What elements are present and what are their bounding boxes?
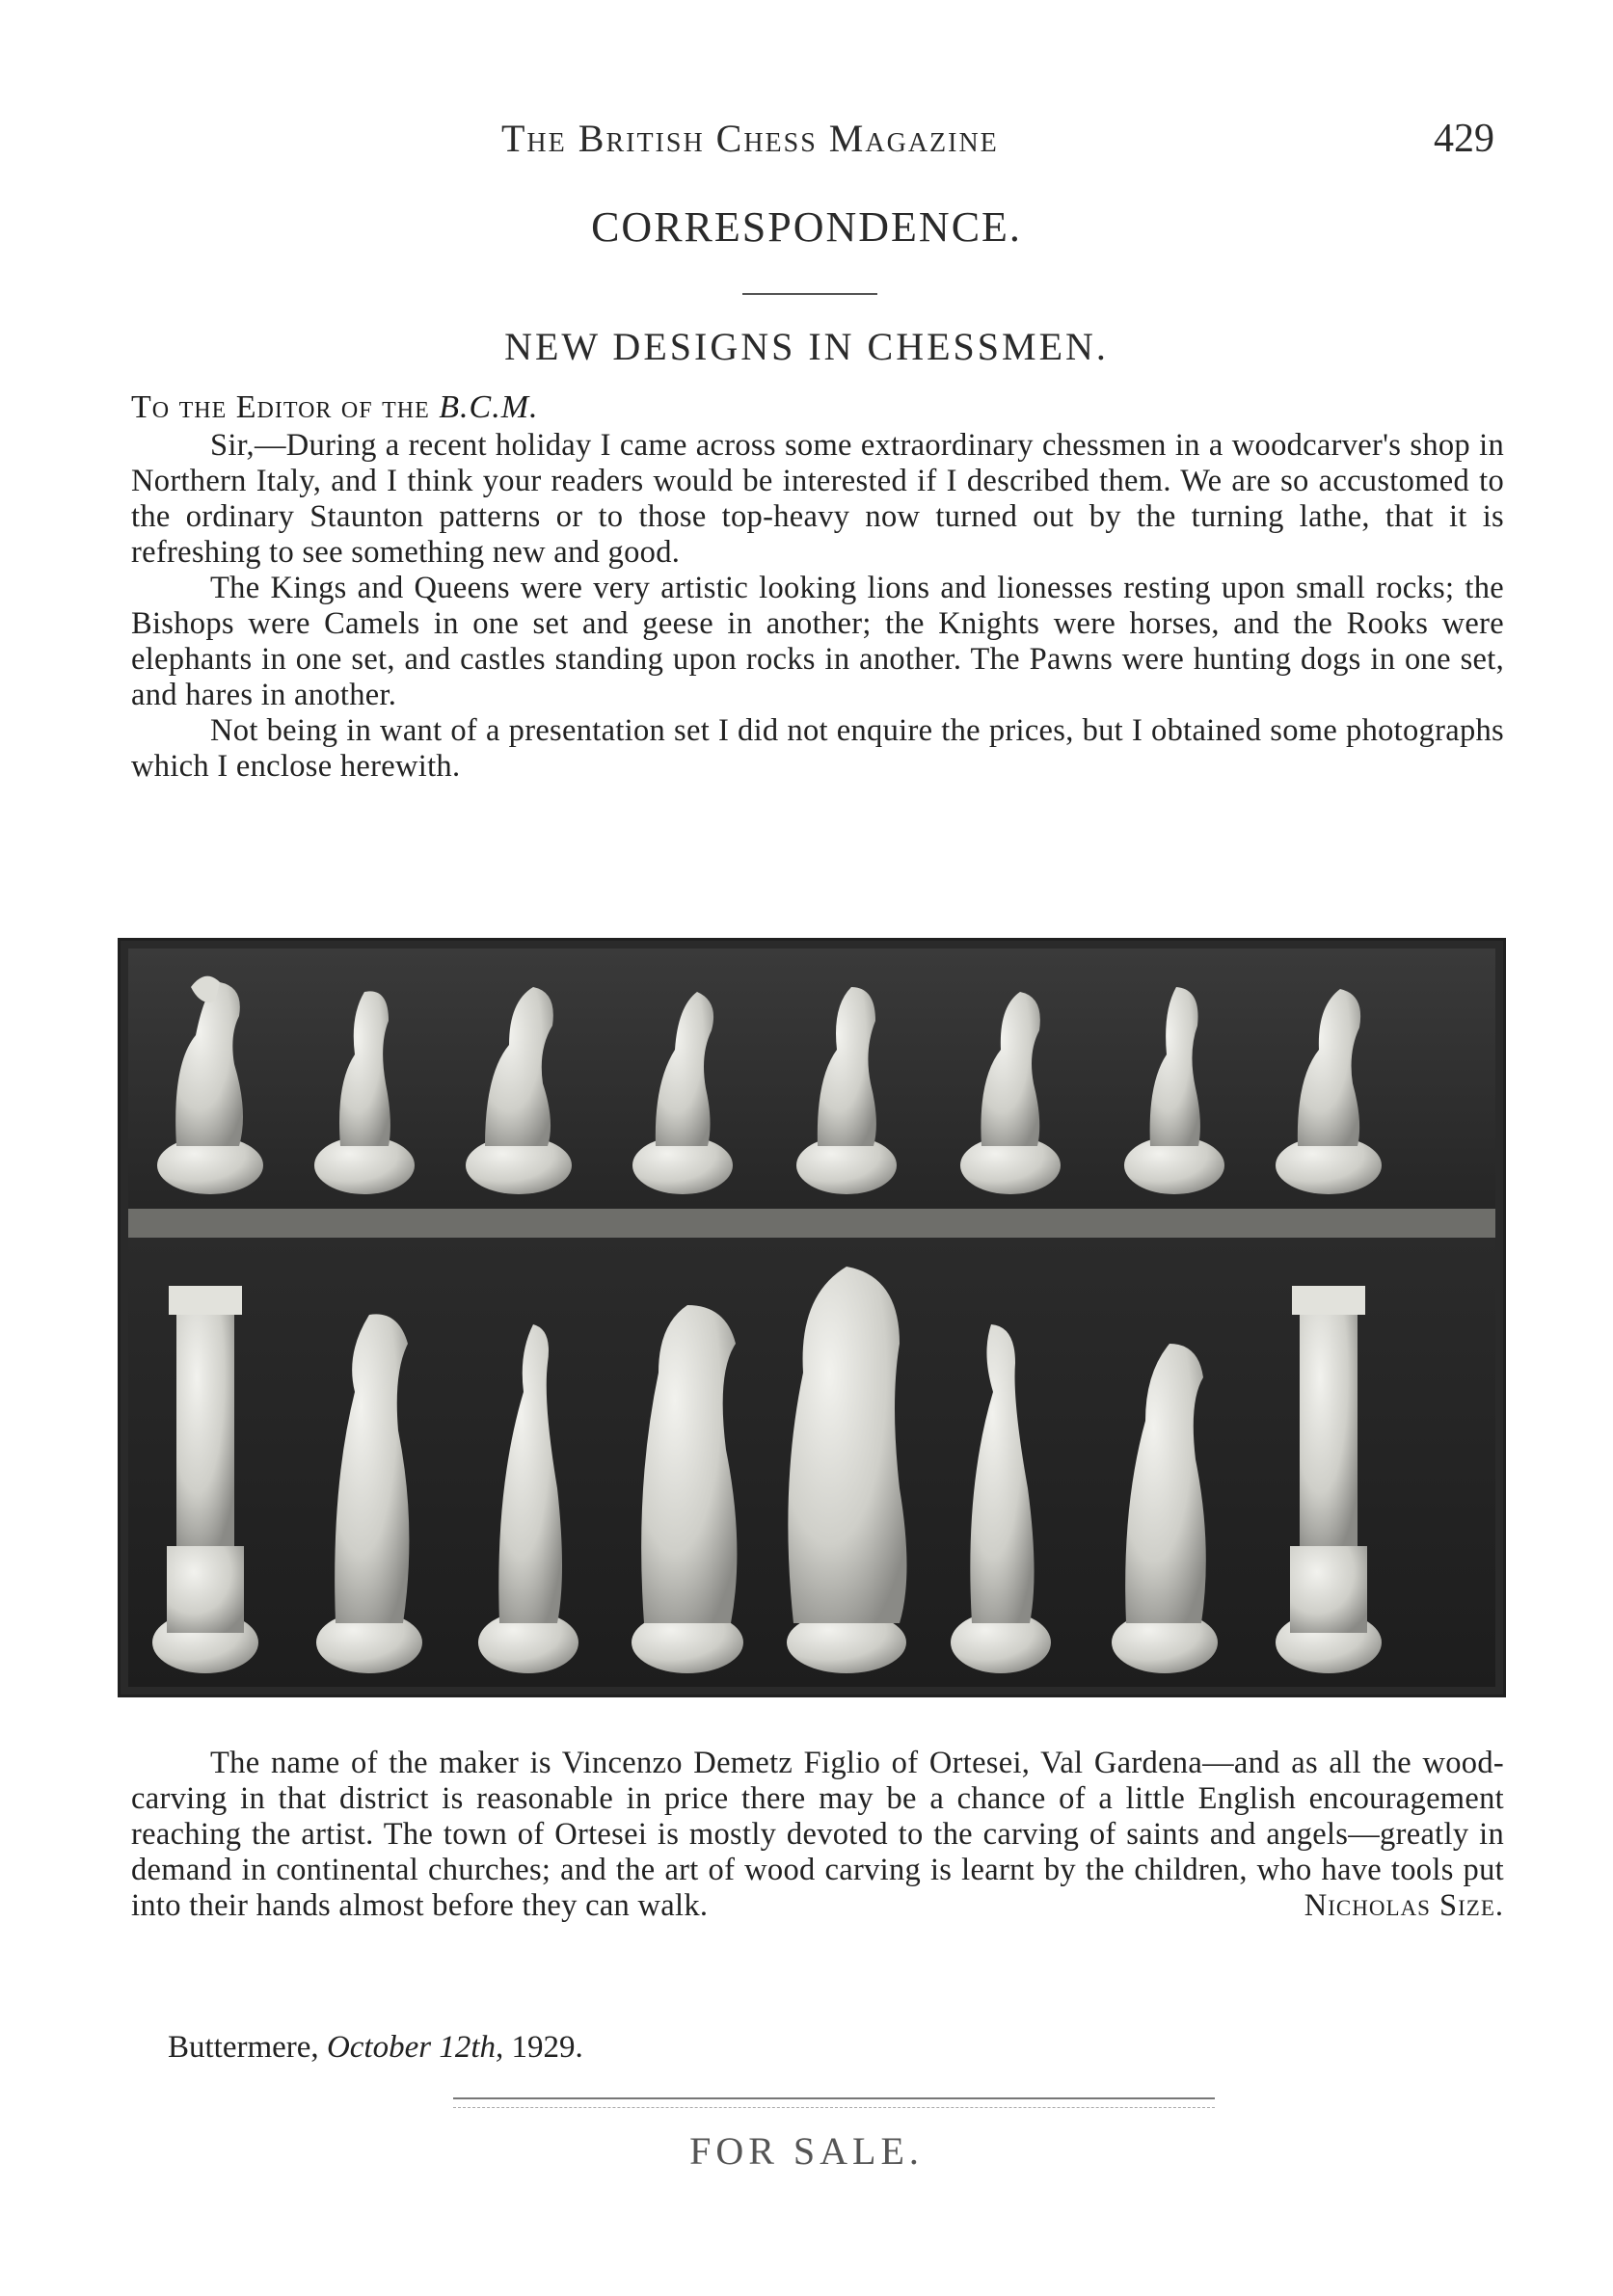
next-section-heading: FOR SALE. xyxy=(689,2129,924,2173)
salutation-journal: B.C.M. xyxy=(439,389,539,425)
chessmen-photograph xyxy=(118,938,1506,1697)
magazine-name: The British Chess Magazine xyxy=(501,117,999,160)
page-number: 429 xyxy=(1434,117,1494,161)
letter-body xyxy=(131,428,1504,785)
section-divider xyxy=(453,2097,1215,2099)
paragraph: Sir,—During a recent holiday I came across some extraordinary chessmen in a woodcarver's shop in Northern Italy, and I think your readers would be interested if I described them. We are so accustomed to the ordinary Staunton patterns or to those top-heavy now turned out by the turning lathe, that it is refreshing to see something new and good. xyxy=(131,428,1504,570)
dateline-date: October 12th, xyxy=(326,2030,504,2065)
dateline-year: 1929. xyxy=(503,2030,583,2065)
running-head xyxy=(0,108,1613,166)
signature: Nicholas Size. xyxy=(1304,1888,1504,1923)
section-divider-dashed xyxy=(453,2107,1215,2108)
closing-body xyxy=(131,1746,1504,1924)
article-title: NEW DESIGNS IN CHESSMEN. xyxy=(504,325,1109,368)
section-heading: CORRESPONDENCE. xyxy=(591,203,1022,251)
dateline-place: Buttermere, xyxy=(168,2030,327,2065)
closing-paragraph-text: The name of the maker is Vincenzo Demetz Figlio of Ortesei, Val Gardena—and as all the wood-carving in that district is reasonable in price there may be a chance of a little English encouragement reaching the artist. The town of Ortesei is mostly devoted to the carving of saints and angels—greatly in demand in continental churches; and the art of wood carving is learnt by the children, who have tools put into their hands almost before they can walk. xyxy=(131,1746,1504,1923)
salutation xyxy=(131,389,539,426)
closing-paragraph xyxy=(131,1746,1504,1924)
paragraph: The Kings and Queens were very artistic looking lions and lionesses resting upon small rocks; the Bishops were Camels in one set and geese in another; the Knights were horses, and the Rooks were elephants in one set, and castles standing upon rocks in another. The Pawns were hunting dogs in one set, and hares in another. xyxy=(131,571,1504,712)
shelf xyxy=(128,1209,1495,1238)
dateline xyxy=(168,2030,583,2066)
salutation-prefix: To the Editor of the xyxy=(131,389,440,425)
paragraph: Not being in want of a presentation set I did not enquire the prices, but I obtained some photographs which I enclose herewith. xyxy=(131,713,1504,784)
heading-rule xyxy=(742,293,877,295)
chessmen-photo-illustration xyxy=(128,948,1495,1687)
